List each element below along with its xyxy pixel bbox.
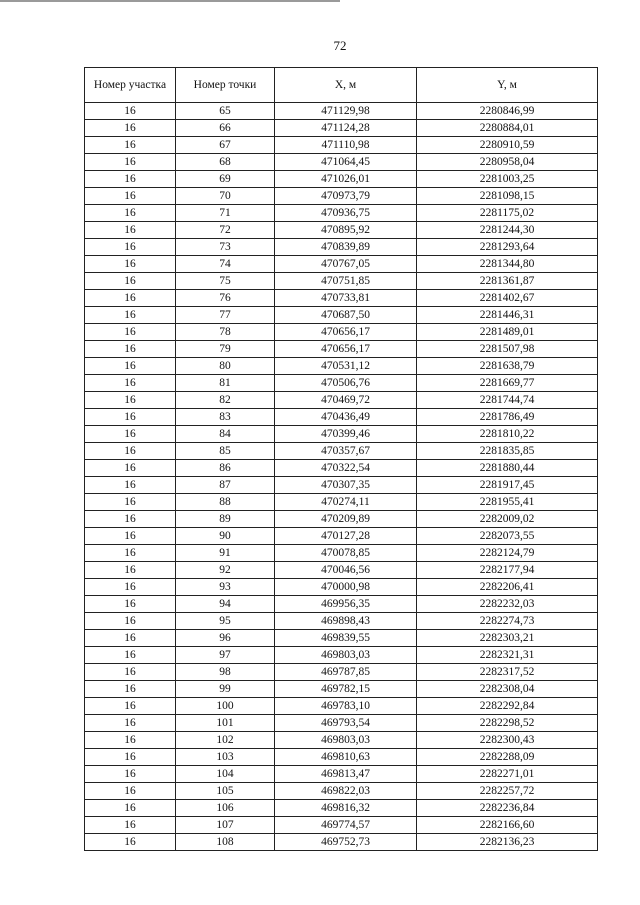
table-row: [85, 426, 598, 443]
table-row: [85, 307, 598, 324]
cell-y: 2281175,02: [417, 205, 598, 222]
cell-point-number: 67: [176, 137, 275, 154]
cell-point-number: 89: [176, 511, 275, 528]
cell-x: 470733,81: [275, 290, 417, 307]
cell-y: 2282257,72: [417, 783, 598, 800]
cell-x: 469787,85: [275, 664, 417, 681]
cell-x: 469816,32: [275, 800, 417, 817]
cell-x: 470839,89: [275, 239, 417, 256]
cell-point-number: 108: [176, 834, 275, 851]
cell-y: 2282288,09: [417, 749, 598, 766]
cell-x: 470127,28: [275, 528, 417, 545]
cell-point-number: 66: [176, 120, 275, 137]
cell-y: 2280846,99: [417, 103, 598, 120]
cell-point-number: 88: [176, 494, 275, 511]
table-row: [85, 528, 598, 545]
cell-x: 471026,01: [275, 171, 417, 188]
header-x-coordinate: X, м: [275, 68, 417, 103]
cell-point-number: 73: [176, 239, 275, 256]
cell-plot-number: 16: [85, 324, 176, 341]
cell-plot-number: 16: [85, 341, 176, 358]
cell-point-number: 78: [176, 324, 275, 341]
cell-point-number: 80: [176, 358, 275, 375]
cell-plot-number: 16: [85, 290, 176, 307]
cell-plot-number: 16: [85, 596, 176, 613]
cell-x: 471110,98: [275, 137, 417, 154]
cell-y: 2281669,77: [417, 375, 598, 392]
cell-x: 470469,72: [275, 392, 417, 409]
cell-point-number: 87: [176, 477, 275, 494]
cell-plot-number: 16: [85, 443, 176, 460]
table-row: [85, 290, 598, 307]
cell-x: 470895,92: [275, 222, 417, 239]
cell-x: 470751,85: [275, 273, 417, 290]
cell-point-number: 84: [176, 426, 275, 443]
cell-x: 469782,15: [275, 681, 417, 698]
cell-point-number: 72: [176, 222, 275, 239]
cell-point-number: 75: [176, 273, 275, 290]
table-row: [85, 749, 598, 766]
cell-point-number: 106: [176, 800, 275, 817]
cell-y: 2282166,60: [417, 817, 598, 834]
cell-point-number: 95: [176, 613, 275, 630]
cell-y: 2282236,84: [417, 800, 598, 817]
cell-plot-number: 16: [85, 358, 176, 375]
cell-y: 2280910,59: [417, 137, 598, 154]
table-row: [85, 664, 598, 681]
cell-plot-number: 16: [85, 664, 176, 681]
cell-y: 2282298,52: [417, 715, 598, 732]
table-row: [85, 630, 598, 647]
table-row: [85, 375, 598, 392]
cell-x: 469803,03: [275, 647, 417, 664]
table-row: [85, 460, 598, 477]
cell-y: 2281402,67: [417, 290, 598, 307]
table-row: [85, 358, 598, 375]
cell-plot-number: 16: [85, 307, 176, 324]
table-row: [85, 171, 598, 188]
cell-point-number: 79: [176, 341, 275, 358]
cell-point-number: 71: [176, 205, 275, 222]
cell-y: 2282303,21: [417, 630, 598, 647]
cell-y: 2282124,79: [417, 545, 598, 562]
cell-plot-number: 16: [85, 630, 176, 647]
cell-point-number: 69: [176, 171, 275, 188]
cell-y: 2281638,79: [417, 358, 598, 375]
cell-y: 2282300,43: [417, 732, 598, 749]
cell-plot-number: 16: [85, 613, 176, 630]
table-row: [85, 443, 598, 460]
table-row: [85, 392, 598, 409]
cell-x: 470506,76: [275, 375, 417, 392]
table-row: [85, 494, 598, 511]
cell-x: 469793,54: [275, 715, 417, 732]
cell-y: 2282232,03: [417, 596, 598, 613]
cell-x: 470531,12: [275, 358, 417, 375]
table-row: [85, 681, 598, 698]
table-row: [85, 715, 598, 732]
cell-point-number: 98: [176, 664, 275, 681]
table-row: [85, 154, 598, 171]
cell-point-number: 76: [176, 290, 275, 307]
cell-x: 469813,47: [275, 766, 417, 783]
cell-plot-number: 16: [85, 477, 176, 494]
cell-point-number: 70: [176, 188, 275, 205]
cell-point-number: 92: [176, 562, 275, 579]
cell-y: 2282136,23: [417, 834, 598, 851]
header-y-coordinate: Y, м: [417, 68, 598, 103]
table-row: [85, 409, 598, 426]
cell-y: 2281344,80: [417, 256, 598, 273]
cell-x: 470973,79: [275, 188, 417, 205]
table-row: [85, 477, 598, 494]
cell-plot-number: 16: [85, 579, 176, 596]
cell-x: 470322,54: [275, 460, 417, 477]
cell-plot-number: 16: [85, 426, 176, 443]
cell-point-number: 91: [176, 545, 275, 562]
cell-x: 470687,50: [275, 307, 417, 324]
cell-x: 469810,63: [275, 749, 417, 766]
coordinates-table: [84, 67, 598, 851]
cell-plot-number: 16: [85, 681, 176, 698]
cell-plot-number: 16: [85, 273, 176, 290]
cell-point-number: 97: [176, 647, 275, 664]
cell-plot-number: 16: [85, 188, 176, 205]
cell-x: 469803,03: [275, 732, 417, 749]
cell-plot-number: 16: [85, 239, 176, 256]
cell-point-number: 68: [176, 154, 275, 171]
cell-point-number: 103: [176, 749, 275, 766]
cell-plot-number: 16: [85, 562, 176, 579]
cell-x: 469839,55: [275, 630, 417, 647]
cell-x: 470399,46: [275, 426, 417, 443]
table-row: [85, 256, 598, 273]
table-body: [85, 103, 598, 851]
cell-plot-number: 16: [85, 511, 176, 528]
cell-plot-number: 16: [85, 392, 176, 409]
cell-plot-number: 16: [85, 783, 176, 800]
header-point-number: Номер точки: [176, 68, 275, 103]
table-row: [85, 647, 598, 664]
cell-plot-number: 16: [85, 715, 176, 732]
cell-y: 2281489,01: [417, 324, 598, 341]
table-row: [85, 341, 598, 358]
cell-plot-number: 16: [85, 460, 176, 477]
cell-x: 470656,17: [275, 341, 417, 358]
cell-y: 2281835,85: [417, 443, 598, 460]
cell-plot-number: 16: [85, 256, 176, 273]
cell-x: 470357,67: [275, 443, 417, 460]
cell-y: 2281786,49: [417, 409, 598, 426]
header-plot-number: Номер участка: [85, 68, 176, 103]
cell-plot-number: 16: [85, 137, 176, 154]
cell-y: 2281507,98: [417, 341, 598, 358]
table-row: [85, 732, 598, 749]
cell-point-number: 83: [176, 409, 275, 426]
scan-edge-line: [0, 0, 340, 2]
table-row: [85, 103, 598, 120]
table-row: [85, 562, 598, 579]
cell-plot-number: 16: [85, 222, 176, 239]
cell-plot-number: 16: [85, 647, 176, 664]
page-number: 72: [333, 38, 347, 53]
cell-plot-number: 16: [85, 732, 176, 749]
cell-point-number: 94: [176, 596, 275, 613]
cell-plot-number: 16: [85, 409, 176, 426]
cell-y: 2282271,01: [417, 766, 598, 783]
cell-y: 2282317,52: [417, 664, 598, 681]
cell-x: 471124,28: [275, 120, 417, 137]
cell-plot-number: 16: [85, 103, 176, 120]
cell-plot-number: 16: [85, 817, 176, 834]
cell-point-number: 105: [176, 783, 275, 800]
cell-plot-number: 16: [85, 545, 176, 562]
table-row: [85, 579, 598, 596]
cell-y: 2282073,55: [417, 528, 598, 545]
cell-point-number: 104: [176, 766, 275, 783]
table-row: [85, 800, 598, 817]
cell-x: 470209,89: [275, 511, 417, 528]
cell-y: 2282274,73: [417, 613, 598, 630]
cell-y: 2281003,25: [417, 171, 598, 188]
cell-point-number: 77: [176, 307, 275, 324]
cell-y: 2281744,74: [417, 392, 598, 409]
cell-y: 2281446,31: [417, 307, 598, 324]
table-row: [85, 834, 598, 851]
cell-y: 2281098,15: [417, 188, 598, 205]
cell-x: 471129,98: [275, 103, 417, 120]
cell-y: 2281955,41: [417, 494, 598, 511]
table-row: [85, 120, 598, 137]
cell-x: 470767,05: [275, 256, 417, 273]
table-row: [85, 222, 598, 239]
table-row: [85, 596, 598, 613]
cell-point-number: 82: [176, 392, 275, 409]
cell-plot-number: 16: [85, 154, 176, 171]
cell-point-number: 81: [176, 375, 275, 392]
cell-x: 469783,10: [275, 698, 417, 715]
table-row: [85, 188, 598, 205]
cell-x: 469752,73: [275, 834, 417, 851]
table-row: [85, 324, 598, 341]
cell-x: 470274,11: [275, 494, 417, 511]
table-row: [85, 239, 598, 256]
cell-x: 469774,57: [275, 817, 417, 834]
cell-plot-number: 16: [85, 120, 176, 137]
cell-x: 470000,98: [275, 579, 417, 596]
cell-x: 470936,75: [275, 205, 417, 222]
cell-plot-number: 16: [85, 800, 176, 817]
cell-plot-number: 16: [85, 528, 176, 545]
cell-point-number: 102: [176, 732, 275, 749]
cell-y: 2281810,22: [417, 426, 598, 443]
cell-y: 2282321,31: [417, 647, 598, 664]
cell-point-number: 100: [176, 698, 275, 715]
cell-plot-number: 16: [85, 171, 176, 188]
cell-y: 2282206,41: [417, 579, 598, 596]
cell-y: 2281880,44: [417, 460, 598, 477]
table-row: [85, 137, 598, 154]
cell-y: 2281917,45: [417, 477, 598, 494]
cell-point-number: 107: [176, 817, 275, 834]
table-row: [85, 766, 598, 783]
cell-x: 470656,17: [275, 324, 417, 341]
cell-y: 2280958,04: [417, 154, 598, 171]
cell-point-number: 65: [176, 103, 275, 120]
cell-plot-number: 16: [85, 834, 176, 851]
cell-point-number: 85: [176, 443, 275, 460]
cell-plot-number: 16: [85, 698, 176, 715]
cell-y: 2281244,30: [417, 222, 598, 239]
cell-plot-number: 16: [85, 205, 176, 222]
cell-plot-number: 16: [85, 375, 176, 392]
cell-x: 471064,45: [275, 154, 417, 171]
table-row: [85, 545, 598, 562]
cell-x: 470436,49: [275, 409, 417, 426]
cell-x: 469956,35: [275, 596, 417, 613]
cell-plot-number: 16: [85, 766, 176, 783]
cell-point-number: 99: [176, 681, 275, 698]
table-row: [85, 205, 598, 222]
cell-point-number: 96: [176, 630, 275, 647]
table-row: [85, 698, 598, 715]
cell-y: 2280884,01: [417, 120, 598, 137]
cell-point-number: 90: [176, 528, 275, 545]
cell-y: 2281293,64: [417, 239, 598, 256]
cell-point-number: 101: [176, 715, 275, 732]
cell-x: 470307,35: [275, 477, 417, 494]
table-row: [85, 817, 598, 834]
cell-x: 470078,85: [275, 545, 417, 562]
table-row: [85, 273, 598, 290]
cell-plot-number: 16: [85, 749, 176, 766]
table-header-row: [85, 68, 598, 103]
cell-x: 469822,03: [275, 783, 417, 800]
cell-point-number: 74: [176, 256, 275, 273]
cell-y: 2281361,87: [417, 273, 598, 290]
cell-y: 2282177,94: [417, 562, 598, 579]
cell-y: 2282308,04: [417, 681, 598, 698]
cell-point-number: 93: [176, 579, 275, 596]
cell-y: 2282009,02: [417, 511, 598, 528]
cell-point-number: 86: [176, 460, 275, 477]
table-row: [85, 613, 598, 630]
cell-x: 469898,43: [275, 613, 417, 630]
cell-plot-number: 16: [85, 494, 176, 511]
table-row: [85, 783, 598, 800]
cell-y: 2282292,84: [417, 698, 598, 715]
table-row: [85, 511, 598, 528]
cell-x: 470046,56: [275, 562, 417, 579]
